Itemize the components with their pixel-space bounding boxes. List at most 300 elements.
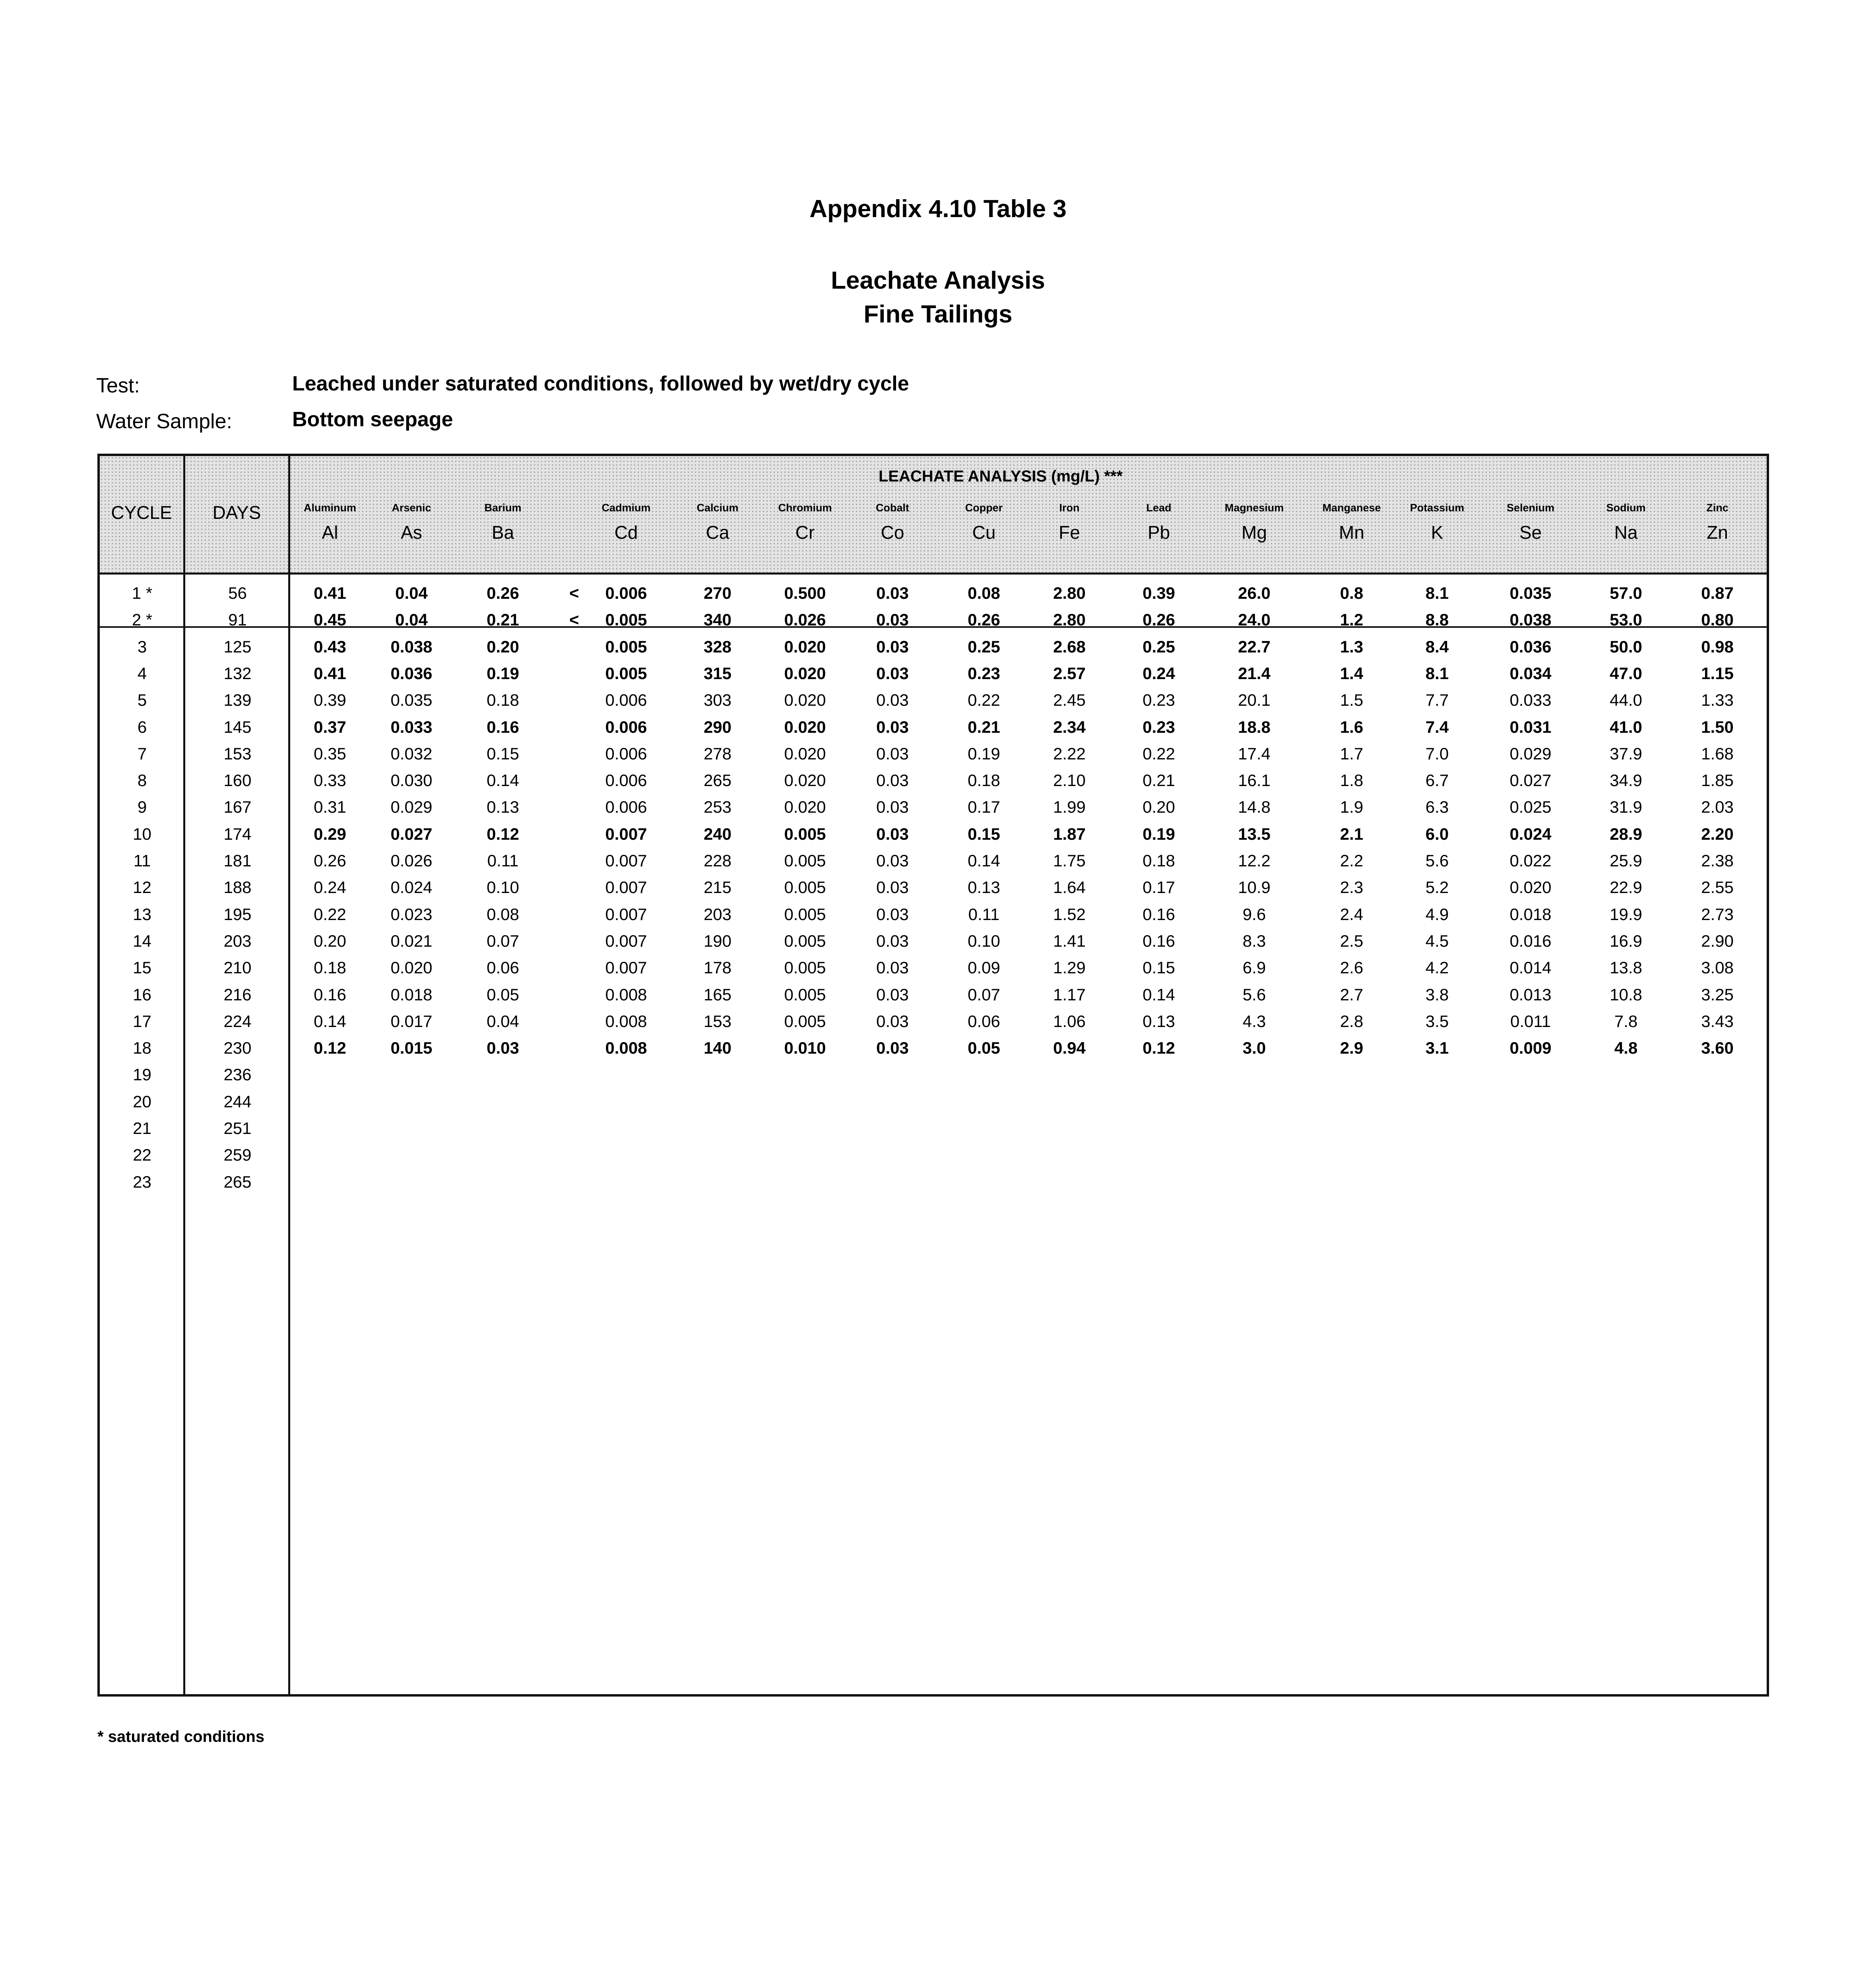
value-cell-as: 0.021: [390, 932, 433, 950]
value-cell-cd: 0.006: [605, 771, 647, 790]
value-cell-se: 0.038: [1509, 610, 1552, 629]
days-cell: 91: [228, 610, 247, 629]
days-cell: 139: [223, 691, 252, 709]
header-divider: [97, 573, 1769, 575]
value-cell-ca: 203: [703, 905, 732, 924]
table-row: [0, 1039, 1876, 1065]
cycle-cell: 10: [133, 825, 151, 843]
value-cell-cu: 0.25: [968, 637, 1000, 656]
value-cell-cd: 0.005: [605, 664, 647, 683]
value-cell-pb: 0.14: [1143, 985, 1175, 1004]
value-cell-se: 0.025: [1509, 798, 1552, 816]
value-cell-al: 0.45: [314, 610, 346, 629]
value-cell-zn: 1.85: [1701, 771, 1734, 790]
value-cell-mn: 2.3: [1340, 878, 1364, 897]
table-row: [0, 691, 1876, 717]
days-cell: 203: [223, 932, 252, 950]
value-cell-ba: 0.14: [487, 771, 519, 790]
value-cell-mg: 22.7: [1238, 637, 1271, 656]
value-cell-ca: 270: [703, 584, 732, 602]
value-cell-k: 6.7: [1425, 771, 1449, 790]
value-cell-as: 0.04: [395, 610, 428, 629]
value-cell-mn: 1.2: [1340, 610, 1364, 629]
value-cell-ba: 0.15: [487, 744, 519, 763]
value-cell-pb: 0.15: [1143, 958, 1175, 977]
value-cell-ba: 0.05: [487, 985, 519, 1004]
column-header-name: Cadmium: [601, 502, 651, 514]
value-cell-mn: 2.1: [1340, 825, 1364, 843]
value-cell-mn: 2.9: [1340, 1039, 1364, 1057]
page-subtitle-2: Fine Tailings: [863, 301, 1013, 328]
value-cell-mn: 1.3: [1340, 637, 1364, 656]
value-cell-co: 0.03: [876, 584, 909, 602]
value-cell-co: 0.03: [876, 744, 909, 763]
value-cell-ba: 0.11: [487, 851, 519, 870]
value-cell-mn: 2.6: [1340, 958, 1364, 977]
value-cell-cu: 0.26: [968, 610, 1000, 629]
column-header-symbol: Co: [881, 522, 904, 543]
water-sample-label: Water Sample:: [96, 410, 232, 433]
value-cell-fe: 1.75: [1053, 851, 1086, 870]
value-cell-as: 0.018: [390, 985, 433, 1004]
value-cell-co: 0.03: [876, 878, 909, 897]
value-cell-cd: 0.007: [605, 825, 647, 843]
value-cell-zn: 2.55: [1701, 878, 1734, 897]
value-cell-na: 22.9: [1610, 878, 1642, 897]
table-row: [0, 958, 1876, 984]
value-cell-ca: 253: [703, 798, 732, 816]
value-cell-k: 7.7: [1425, 691, 1449, 709]
value-cell-mg: 4.3: [1242, 1012, 1266, 1031]
value-cell-ca: 278: [703, 744, 732, 763]
column-header-symbol: Al: [322, 522, 338, 543]
value-cell-ba: 0.18: [487, 691, 519, 709]
value-cell-se: 0.036: [1509, 637, 1552, 656]
value-cell-ca: 303: [703, 691, 732, 709]
value-cell-ba: 0.07: [487, 932, 519, 950]
value-cell-as: 0.024: [390, 878, 433, 897]
value-cell-as: 0.020: [390, 958, 433, 977]
value-cell-na: 7.8: [1614, 1012, 1638, 1031]
value-cell-na: 10.8: [1610, 985, 1642, 1004]
value-cell-ba: 0.10: [487, 878, 519, 897]
value-cell-pb: 0.13: [1143, 1012, 1175, 1031]
value-cell-mg: 9.6: [1242, 905, 1266, 924]
value-cell-as: 0.030: [390, 771, 433, 790]
column-header-symbol: Ba: [491, 522, 514, 543]
days-cell: 251: [223, 1119, 252, 1138]
value-cell-al: 0.29: [314, 825, 346, 843]
days-cell: 188: [223, 878, 252, 897]
days-cell: 210: [223, 958, 252, 977]
value-cell-zn: 3.60: [1701, 1039, 1734, 1057]
value-cell-pb: 0.39: [1143, 584, 1175, 602]
value-cell-cr: 0.020: [784, 798, 826, 816]
value-cell-na: 28.9: [1610, 825, 1642, 843]
value-cell-cr: 0.005: [784, 878, 826, 897]
column-header-name: Copper: [965, 502, 1003, 514]
value-cell-fe: 2.22: [1053, 744, 1086, 763]
value-cell-co: 0.03: [876, 1012, 909, 1031]
value-cell-as: 0.027: [390, 825, 433, 843]
value-cell-pb: 0.17: [1143, 878, 1175, 897]
table-row: [0, 825, 1876, 851]
table-row: [0, 718, 1876, 744]
column-header-name: Cobalt: [876, 502, 909, 514]
value-cell-pb: 0.23: [1143, 718, 1175, 736]
value-cell-cu: 0.11: [968, 905, 1000, 924]
table-row: [0, 932, 1876, 958]
value-cell-cd: 0.006: [605, 798, 647, 816]
value-cell-ca: 140: [703, 1039, 732, 1057]
column-header-symbol: Se: [1519, 522, 1542, 543]
days-header: DAYS: [212, 502, 261, 523]
column-header-name: Potassium: [1410, 502, 1465, 514]
days-cell: 153: [223, 744, 252, 763]
value-cell-fe: 2.68: [1053, 637, 1086, 656]
value-cell-cr: 0.005: [784, 985, 826, 1004]
leachate-analysis-header: LEACHATE ANALYSIS (mg/L) ***: [879, 468, 1123, 485]
value-cell-as: 0.04: [395, 584, 428, 602]
value-cell-cd: 0.007: [605, 932, 647, 950]
cycle-cell: 14: [133, 932, 151, 950]
value-cell-cu: 0.18: [968, 771, 1000, 790]
table-row: [0, 798, 1876, 824]
value-cell-mg: 3.0: [1242, 1039, 1266, 1057]
days-cell: 160: [223, 771, 252, 790]
value-cell-al: 0.41: [314, 664, 346, 683]
value-cell-zn: 2.38: [1701, 851, 1734, 870]
value-cell-as: 0.036: [390, 664, 433, 683]
table-row: [0, 744, 1876, 771]
value-cell-fe: 1.87: [1053, 825, 1086, 843]
table-row: [0, 1119, 1876, 1145]
value-cell-zn: 1.33: [1701, 691, 1734, 709]
value-cell-k: 8.1: [1425, 664, 1449, 683]
cycle-cell: 6: [137, 718, 147, 736]
column-header-symbol: Mn: [1339, 522, 1364, 543]
value-cell-mg: 8.3: [1242, 932, 1266, 950]
value-cell-co: 0.03: [876, 958, 909, 977]
value-cell-cd: 0.008: [605, 1039, 647, 1057]
value-cell-cr: 0.005: [784, 1012, 826, 1031]
value-cell-ca: 265: [703, 771, 732, 790]
column-header-symbol: As: [401, 522, 422, 543]
days-cell: 132: [223, 664, 252, 683]
value-cell-cr: 0.020: [784, 718, 826, 736]
value-cell-k: 8.8: [1425, 610, 1449, 629]
value-cell-ca: 153: [703, 1012, 732, 1031]
days-cell: 145: [223, 718, 252, 736]
test-value: Leached under saturated conditions, followed by wet/dry cycle: [292, 372, 909, 395]
value-cell-k: 7.0: [1425, 744, 1449, 763]
value-cell-mn: 1.7: [1340, 744, 1364, 763]
value-cell-cd: 0.007: [605, 851, 647, 870]
value-cell-se: 0.022: [1509, 851, 1552, 870]
value-cell-co: 0.03: [876, 1039, 909, 1057]
value-cell-co: 0.03: [876, 932, 909, 950]
value-cell-k: 7.4: [1425, 718, 1449, 736]
value-cell-cu: 0.22: [968, 691, 1000, 709]
days-cell: 181: [223, 851, 252, 870]
value-cell-na: 37.9: [1610, 744, 1642, 763]
value-cell-na: 53.0: [1610, 610, 1642, 629]
value-cell-zn: 0.80: [1701, 610, 1734, 629]
value-cell-k: 4.2: [1425, 958, 1449, 977]
value-cell-co: 0.03: [876, 610, 909, 629]
value-cell-ba: 0.08: [487, 905, 519, 924]
value-cell-fe: 1.41: [1053, 932, 1086, 950]
value-cell-mn: 0.8: [1340, 584, 1364, 602]
value-cell-k: 8.4: [1425, 637, 1449, 656]
days-cell: 244: [223, 1092, 252, 1111]
value-cell-cr: 0.010: [784, 1039, 826, 1057]
value-cell-na: 47.0: [1610, 664, 1642, 683]
value-cell-se: 0.031: [1509, 718, 1552, 736]
value-cell-fe: 1.99: [1053, 798, 1086, 816]
value-cell-zn: 0.98: [1701, 637, 1734, 656]
cycle-cell: 17: [133, 1012, 151, 1031]
cycle-cell: 21: [133, 1119, 151, 1138]
value-cell-al: 0.24: [314, 878, 346, 897]
value-cell-mn: 1.5: [1340, 691, 1364, 709]
value-cell-zn: 0.87: [1701, 584, 1734, 602]
value-cell-cr: 0.020: [784, 637, 826, 656]
value-cell-cu: 0.09: [968, 958, 1000, 977]
value-cell-na: 19.9: [1610, 905, 1642, 924]
value-cell-pb: 0.21: [1143, 771, 1175, 790]
value-cell-pb: 0.19: [1143, 825, 1175, 843]
value-cell-cr: 0.005: [784, 905, 826, 924]
value-cell-cu: 0.08: [968, 584, 1000, 602]
cycle-cell: 23: [133, 1173, 151, 1191]
days-cell: 265: [223, 1173, 252, 1191]
value-cell-cu: 0.13: [968, 878, 1000, 897]
value-cell-co: 0.03: [876, 851, 909, 870]
value-cell-al: 0.37: [314, 718, 346, 736]
column-header-name: Aluminum: [304, 502, 356, 514]
cycle-cell: 20: [133, 1092, 151, 1111]
column-header-name: Chromium: [778, 502, 832, 514]
column-header-name: Arsenic: [392, 502, 431, 514]
value-cell-cr: 0.020: [784, 664, 826, 683]
water-sample-value: Bottom seepage: [292, 408, 453, 431]
column-header-symbol: K: [1431, 522, 1443, 543]
value-cell-cd: 0.006: [605, 718, 647, 736]
days-cell: 167: [223, 798, 252, 816]
value-cell-zn: 1.15: [1701, 664, 1734, 683]
days-cell: 174: [223, 825, 252, 843]
days-cell: 259: [223, 1145, 252, 1164]
value-cell-cu: 0.19: [968, 744, 1000, 763]
table-row: [0, 771, 1876, 797]
value-cell-cu: 0.07: [968, 985, 1000, 1004]
value-cell-cu: 0.17: [968, 798, 1000, 816]
cycle-header: CYCLE: [111, 502, 172, 523]
value-cell-al: 0.41: [314, 584, 346, 602]
column-header-symbol: Ca: [706, 522, 729, 543]
column-header-name: Calcium: [696, 502, 739, 514]
value-cell-cd: 0.005: [605, 637, 647, 656]
value-cell-mg: 6.9: [1242, 958, 1266, 977]
value-cell-fe: 1.64: [1053, 878, 1086, 897]
value-cell-se: 0.018: [1509, 905, 1552, 924]
value-cell-ca: 290: [703, 718, 732, 736]
value-cell-cd: 0.006: [605, 691, 647, 709]
column-header-symbol: Zn: [1707, 522, 1728, 543]
cycle-cell: 16: [133, 985, 151, 1004]
column-header-symbol: Fe: [1059, 522, 1080, 543]
table-row: [0, 1065, 1876, 1091]
value-cell-zn: 1.50: [1701, 718, 1734, 736]
table-row: [0, 1012, 1876, 1038]
value-cell-cr: 0.020: [784, 691, 826, 709]
value-cell-cd: 0.006: [605, 584, 647, 602]
value-cell-al: 0.35: [314, 744, 346, 763]
table-row: [0, 851, 1876, 878]
value-cell-as: 0.029: [390, 798, 433, 816]
days-cell: 216: [223, 985, 252, 1004]
value-cell-pb: 0.24: [1143, 664, 1175, 683]
value-cell-al: 0.43: [314, 637, 346, 656]
column-header-name: Iron: [1059, 502, 1080, 514]
value-cell-mn: 2.5: [1340, 932, 1364, 950]
value-cell-se: 0.029: [1509, 744, 1552, 763]
value-cell-co: 0.03: [876, 691, 909, 709]
value-cell-fe: 2.80: [1053, 610, 1086, 629]
column-header-name: Barium: [484, 502, 522, 514]
table-row: [0, 664, 1876, 690]
value-cell-cd: 0.007: [605, 958, 647, 977]
value-cell-k: 5.2: [1425, 878, 1449, 897]
value-cell-zn: 2.73: [1701, 905, 1734, 924]
value-cell-ba: 0.21: [487, 610, 519, 629]
value-cell-na: 13.8: [1610, 958, 1642, 977]
value-cell-ba: 0.16: [487, 718, 519, 736]
value-cell-co: 0.03: [876, 637, 909, 656]
value-cell-al: 0.16: [314, 985, 346, 1004]
value-cell-cu: 0.21: [968, 718, 1000, 736]
value-cell-cr: 0.020: [784, 771, 826, 790]
value-cell-as: 0.038: [390, 637, 433, 656]
value-cell-co: 0.03: [876, 718, 909, 736]
column-header-name: Zinc: [1706, 502, 1729, 514]
value-cell-al: 0.18: [314, 958, 346, 977]
table-row: [0, 1145, 1876, 1172]
cycle-cell: 18: [133, 1039, 151, 1057]
table-row: [0, 1092, 1876, 1118]
cycle-cell: 2 *: [132, 610, 153, 629]
value-cell-se: 0.016: [1509, 932, 1552, 950]
value-cell-cr: 0.026: [784, 610, 826, 629]
value-cell-fe: 0.94: [1053, 1039, 1086, 1057]
value-cell-k: 3.1: [1425, 1039, 1449, 1057]
value-cell-k: 6.0: [1425, 825, 1449, 843]
value-cell-fe: 1.29: [1053, 958, 1086, 977]
value-cell-cu: 0.10: [968, 932, 1000, 950]
value-cell-mg: 18.8: [1238, 718, 1271, 736]
column-header-symbol: Cd: [614, 522, 638, 543]
value-cell-k: 3.8: [1425, 985, 1449, 1004]
value-cell-cd: 0.008: [605, 1012, 647, 1031]
value-cell-na: 25.9: [1610, 851, 1642, 870]
value-cell-co: 0.03: [876, 771, 909, 790]
column-header-name: Lead: [1146, 502, 1172, 514]
value-cell-se: 0.035: [1509, 584, 1552, 602]
value-cell-cr: 0.500: [784, 584, 826, 602]
value-cell-as: 0.015: [390, 1039, 433, 1057]
value-cell-as: 0.023: [390, 905, 433, 924]
value-cell-ca: 178: [703, 958, 732, 977]
value-cell-zn: 2.90: [1701, 932, 1734, 950]
value-cell-cu: 0.06: [968, 1012, 1000, 1031]
value-cell-cr: 0.020: [784, 744, 826, 763]
value-cell-pb: 0.25: [1143, 637, 1175, 656]
value-cell-na: 57.0: [1610, 584, 1642, 602]
value-cell-mg: 26.0: [1238, 584, 1271, 602]
value-cell-ba: 0.03: [487, 1039, 519, 1057]
value-cell-cr: 0.005: [784, 825, 826, 843]
value-cell-fe: 2.10: [1053, 771, 1086, 790]
days-cell: 224: [223, 1012, 252, 1031]
value-cell-pb: 0.12: [1143, 1039, 1175, 1057]
value-cell-as: 0.026: [390, 851, 433, 870]
table-row: [0, 905, 1876, 931]
cycle-cell: 19: [133, 1065, 151, 1084]
less-than-qualifier: <: [569, 610, 579, 629]
value-cell-se: 0.013: [1509, 985, 1552, 1004]
test-label: Test:: [96, 374, 140, 397]
value-cell-zn: 2.03: [1701, 798, 1734, 816]
column-header-name: Manganese: [1322, 502, 1381, 514]
table-row: [0, 637, 1876, 664]
value-cell-mg: 20.1: [1238, 691, 1271, 709]
value-cell-co: 0.03: [876, 664, 909, 683]
column-header-symbol: Cr: [795, 522, 815, 543]
value-cell-mg: 24.0: [1238, 610, 1271, 629]
cycle-cell: 1 *: [132, 584, 153, 602]
value-cell-k: 8.1: [1425, 584, 1449, 602]
table-row: [0, 610, 1876, 637]
value-cell-cd: 0.008: [605, 985, 647, 1004]
value-cell-fe: 1.17: [1053, 985, 1086, 1004]
table-row: [0, 985, 1876, 1011]
value-cell-al: 0.14: [314, 1012, 346, 1031]
value-cell-co: 0.03: [876, 985, 909, 1004]
value-cell-k: 6.3: [1425, 798, 1449, 816]
value-cell-fe: 2.34: [1053, 718, 1086, 736]
value-cell-zn: 3.08: [1701, 958, 1734, 977]
value-cell-k: 3.5: [1425, 1012, 1449, 1031]
value-cell-al: 0.22: [314, 905, 346, 924]
value-cell-ba: 0.20: [487, 637, 519, 656]
value-cell-se: 0.027: [1509, 771, 1552, 790]
value-cell-mg: 17.4: [1238, 744, 1271, 763]
value-cell-se: 0.024: [1509, 825, 1552, 843]
table-row: [0, 1173, 1876, 1199]
value-cell-na: 16.9: [1610, 932, 1642, 950]
value-cell-mg: 13.5: [1238, 825, 1271, 843]
days-cell: 56: [228, 584, 247, 602]
column-header-name: Magnesium: [1224, 502, 1284, 514]
column-header-symbol: Na: [1614, 522, 1638, 543]
value-cell-cu: 0.15: [968, 825, 1000, 843]
value-cell-cr: 0.005: [784, 958, 826, 977]
value-cell-cu: 0.23: [968, 664, 1000, 683]
page-title: Appendix 4.10 Table 3: [809, 195, 1067, 223]
value-cell-cd: 0.006: [605, 744, 647, 763]
value-cell-ca: 340: [703, 610, 732, 629]
